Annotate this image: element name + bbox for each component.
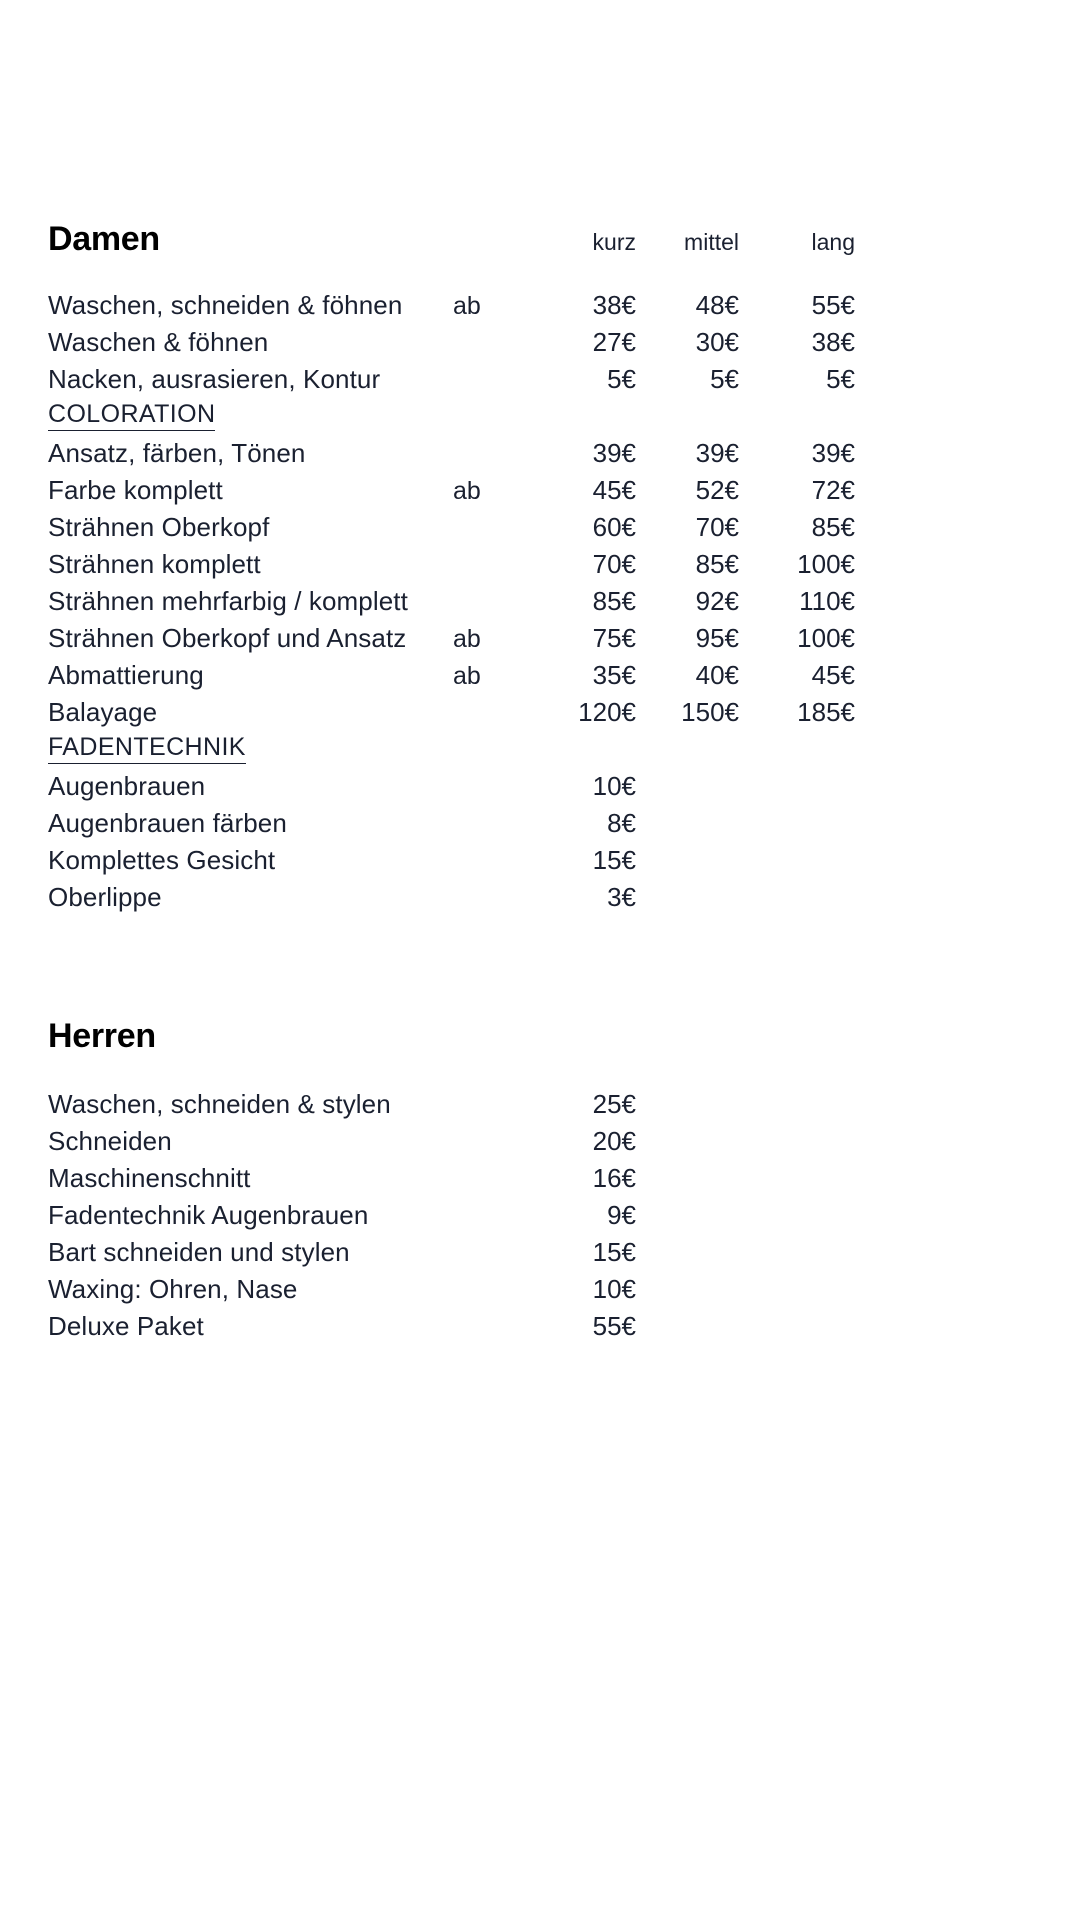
price-lang: 100€ bbox=[797, 549, 855, 579]
service-name: Schneiden bbox=[48, 1126, 172, 1156]
subsection-title: COLORATION bbox=[48, 401, 215, 431]
table-row bbox=[48, 623, 855, 660]
table-row bbox=[48, 475, 855, 512]
spacer-after-herren-header bbox=[48, 1073, 1032, 1089]
price-lang: 45€ bbox=[811, 660, 855, 690]
column-header-lang: lang bbox=[811, 229, 855, 255]
table-row bbox=[48, 549, 855, 586]
price-mittel: 40€ bbox=[695, 660, 739, 690]
table-row bbox=[48, 1200, 843, 1237]
service-name: Abmattierung bbox=[48, 660, 204, 690]
price-kurz: 15€ bbox=[592, 845, 636, 875]
price-kurz: 38€ bbox=[592, 290, 636, 320]
table-row bbox=[48, 771, 843, 808]
price-prefix-ab: ab bbox=[453, 292, 481, 320]
price-mittel: 52€ bbox=[695, 475, 739, 505]
price-kurz: 8€ bbox=[607, 808, 636, 838]
subsection-header-coloration bbox=[48, 401, 843, 438]
price-mittel: 70€ bbox=[695, 512, 739, 542]
table-row bbox=[48, 1126, 843, 1163]
section-spacer bbox=[48, 919, 1032, 1019]
service-name: Augenbrauen färben bbox=[48, 808, 287, 838]
price-kurz: 25€ bbox=[592, 1089, 636, 1119]
price-prefix-ab: ab bbox=[453, 477, 481, 505]
service-name: Waschen & föhnen bbox=[48, 327, 269, 357]
price-lang: 55€ bbox=[811, 290, 855, 320]
table-row bbox=[48, 697, 855, 734]
price-kurz: 85€ bbox=[592, 586, 636, 616]
price-prefix-ab: ab bbox=[453, 625, 481, 653]
top-spacer bbox=[48, 0, 1032, 222]
price-kurz: 5€ bbox=[607, 364, 636, 394]
service-name: Augenbrauen bbox=[48, 771, 206, 801]
price-lang: 185€ bbox=[797, 697, 855, 727]
service-name: Farbe komplett bbox=[48, 475, 223, 505]
price-mittel: 95€ bbox=[695, 623, 739, 653]
price-kurz: 75€ bbox=[592, 623, 636, 653]
price-kurz: 10€ bbox=[592, 771, 636, 801]
service-name: Strähnen komplett bbox=[48, 549, 261, 579]
table-row bbox=[48, 364, 855, 401]
table-row bbox=[48, 808, 843, 845]
table-row bbox=[48, 845, 843, 882]
service-name: Nacken, ausrasieren, Kontur bbox=[48, 364, 381, 394]
price-kurz: 45€ bbox=[592, 475, 636, 505]
section-title-damen: Damen bbox=[48, 220, 160, 258]
price-kurz: 16€ bbox=[592, 1163, 636, 1193]
table-row bbox=[48, 660, 855, 697]
price-mittel: 5€ bbox=[710, 364, 739, 394]
price-mittel: 39€ bbox=[695, 438, 739, 468]
column-header-mittel: mittel bbox=[684, 229, 739, 255]
section-title-herren: Herren bbox=[48, 1017, 156, 1055]
price-kurz: 120€ bbox=[578, 697, 636, 727]
table-row bbox=[48, 438, 855, 475]
table-row bbox=[48, 512, 855, 549]
price-lang: 72€ bbox=[811, 475, 855, 505]
price-kurz: 39€ bbox=[592, 438, 636, 468]
service-name: Komplettes Gesicht bbox=[48, 845, 276, 875]
price-kurz: 20€ bbox=[592, 1126, 636, 1156]
price-lang: 110€ bbox=[799, 586, 855, 616]
service-name: Fadentechnik Augenbrauen bbox=[48, 1200, 369, 1230]
price-kurz: 10€ bbox=[592, 1274, 636, 1304]
table-row bbox=[48, 1311, 843, 1348]
service-name: Strähnen Oberkopf bbox=[48, 512, 270, 542]
service-name: Strähnen mehrfarbig / komplett bbox=[48, 586, 408, 616]
service-name: Bart schneiden und stylen bbox=[48, 1237, 350, 1267]
price-lang: 38€ bbox=[811, 327, 855, 357]
price-kurz: 35€ bbox=[592, 660, 636, 690]
price-kurz: 70€ bbox=[592, 549, 636, 579]
price-kurz: 15€ bbox=[592, 1237, 636, 1267]
table-row bbox=[48, 1274, 843, 1311]
price-kurz: 27€ bbox=[592, 327, 636, 357]
price-mittel: 92€ bbox=[695, 586, 739, 616]
service-name: Balayage bbox=[48, 697, 158, 727]
section-header-damen bbox=[48, 220, 855, 276]
price-lang: 5€ bbox=[826, 364, 855, 394]
price-mittel: 30€ bbox=[695, 327, 739, 357]
table-row bbox=[48, 1089, 843, 1126]
spacer-after-damen-header bbox=[48, 276, 1032, 290]
price-kurz: 3€ bbox=[607, 882, 636, 912]
price-mittel: 150€ bbox=[681, 697, 739, 727]
table-row bbox=[48, 586, 855, 623]
service-name: Strähnen Oberkopf und Ansatz bbox=[48, 623, 407, 653]
service-name: Waschen, schneiden & stylen bbox=[48, 1089, 391, 1119]
table-row bbox=[48, 1163, 843, 1200]
service-name: Maschinenschnitt bbox=[48, 1163, 251, 1193]
table-row bbox=[48, 290, 855, 327]
subsection-header-fadentechnik bbox=[48, 734, 843, 771]
price-mittel: 85€ bbox=[695, 549, 739, 579]
section-header-herren bbox=[48, 1019, 843, 1073]
service-name: Waxing: Ohren, Nase bbox=[48, 1274, 298, 1304]
price-lang: 39€ bbox=[811, 438, 855, 468]
service-name: Oberlippe bbox=[48, 882, 162, 912]
service-name: Ansatz, färben, Tönen bbox=[48, 438, 306, 468]
column-header-kurz: kurz bbox=[592, 229, 636, 255]
table-row bbox=[48, 1237, 843, 1274]
service-name: Waschen, schneiden & föhnen bbox=[48, 290, 403, 320]
subsection-title: FADENTECHNIK bbox=[48, 734, 246, 764]
table-row bbox=[48, 882, 843, 919]
price-mittel: 48€ bbox=[695, 290, 739, 320]
service-name: Deluxe Paket bbox=[48, 1311, 204, 1341]
price-lang: 85€ bbox=[811, 512, 855, 542]
price-kurz: 55€ bbox=[592, 1311, 636, 1341]
price-prefix-ab: ab bbox=[453, 662, 481, 690]
price-kurz: 9€ bbox=[607, 1200, 636, 1230]
table-row bbox=[48, 327, 855, 364]
price-kurz: 60€ bbox=[592, 512, 636, 542]
price-lang: 100€ bbox=[797, 623, 855, 653]
